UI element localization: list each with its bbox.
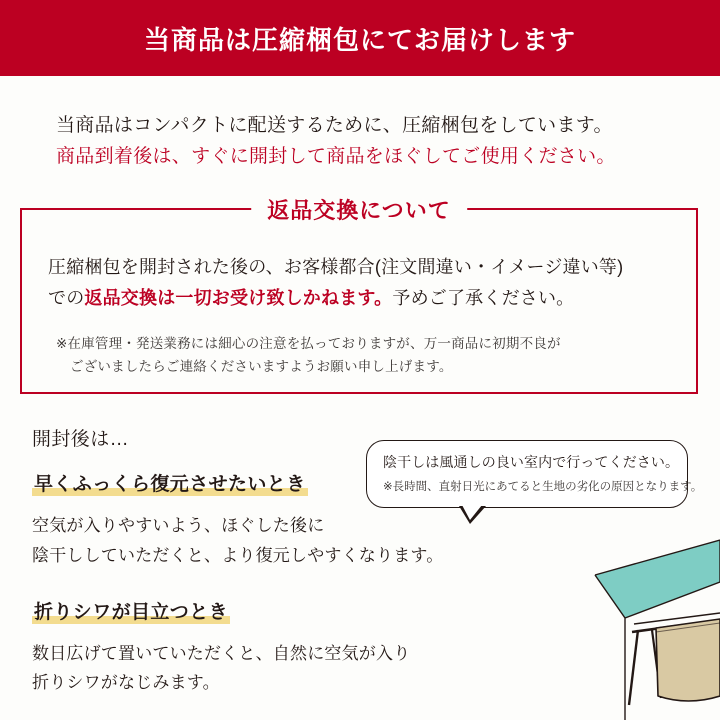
tip-wrinkle-body bbox=[32, 639, 462, 699]
intro-paragraph bbox=[56, 110, 676, 173]
tip-wrinkle-line-2: 折りシワがなじみます。 bbox=[32, 673, 220, 693]
intro-line-2: 商品到着後は、すぐに開封して商品をほぐしてご使用ください。 bbox=[56, 146, 616, 168]
tip-block-wrinkle bbox=[32, 597, 462, 699]
returns-line-2 bbox=[48, 283, 678, 314]
tip-restore-line-2: 陰干ししていただくと、より復元しやすくなります。 bbox=[32, 545, 444, 565]
rack-leg-left-front bbox=[629, 630, 638, 705]
returns-heading: 返品交換について bbox=[251, 194, 467, 225]
returns-policy-box bbox=[20, 198, 698, 394]
returns-note-line-2: ございましたらご連絡くださいますようお願い申し上げます。 bbox=[70, 359, 453, 375]
returns-note-line-1: ※在庫管理・発送業務には細心の注意を払っておりますが、万一商品に初期不良が bbox=[56, 336, 561, 351]
tip-restore-heading: 早くふっくら復元させたいとき bbox=[32, 469, 308, 497]
futon-shape bbox=[656, 619, 720, 701]
tip-wrinkle-heading: 折りシワが目立つとき bbox=[32, 597, 230, 625]
tip-wrinkle-line-1: 数日広げて置いていただくと、自然に空気が入り bbox=[32, 643, 411, 663]
returns-line-2-part-c: 予めご了承ください。 bbox=[392, 287, 575, 308]
tip-restore-body bbox=[32, 511, 462, 571]
tip-restore-line-1: 空気が入りやすいよう、ほぐした後に bbox=[32, 516, 325, 535]
returns-line-2-emphasis: 返品交換は一切お受け致しかねます。 bbox=[84, 287, 393, 308]
header-banner bbox=[0, 0, 720, 76]
speech-bubble-main-text: 陰干しは風通しの良い室内で行ってください。 bbox=[383, 454, 680, 470]
returns-line-2-part-a: での bbox=[48, 287, 85, 308]
drying-illustration bbox=[420, 520, 720, 720]
returns-body bbox=[48, 252, 678, 313]
returns-line-1: 圧縮梱包を開封された後の、お客様都合(注文間違い・イメージ違い等) bbox=[48, 257, 624, 277]
page-title: 当商品は圧縮梱包にてお届けします bbox=[143, 24, 576, 55]
speech-bubble-note-text: ※長時間、直射日光にあてると生地の劣化の原因となります。 bbox=[383, 480, 703, 493]
after-opening-lead: 開封後は… bbox=[32, 429, 130, 450]
speech-bubble bbox=[366, 440, 703, 508]
intro-line-1: 当商品はコンパクトに配送するために、圧縮梱包をしています。 bbox=[56, 115, 613, 136]
returns-note bbox=[56, 332, 656, 378]
tip-spacer bbox=[32, 571, 462, 597]
